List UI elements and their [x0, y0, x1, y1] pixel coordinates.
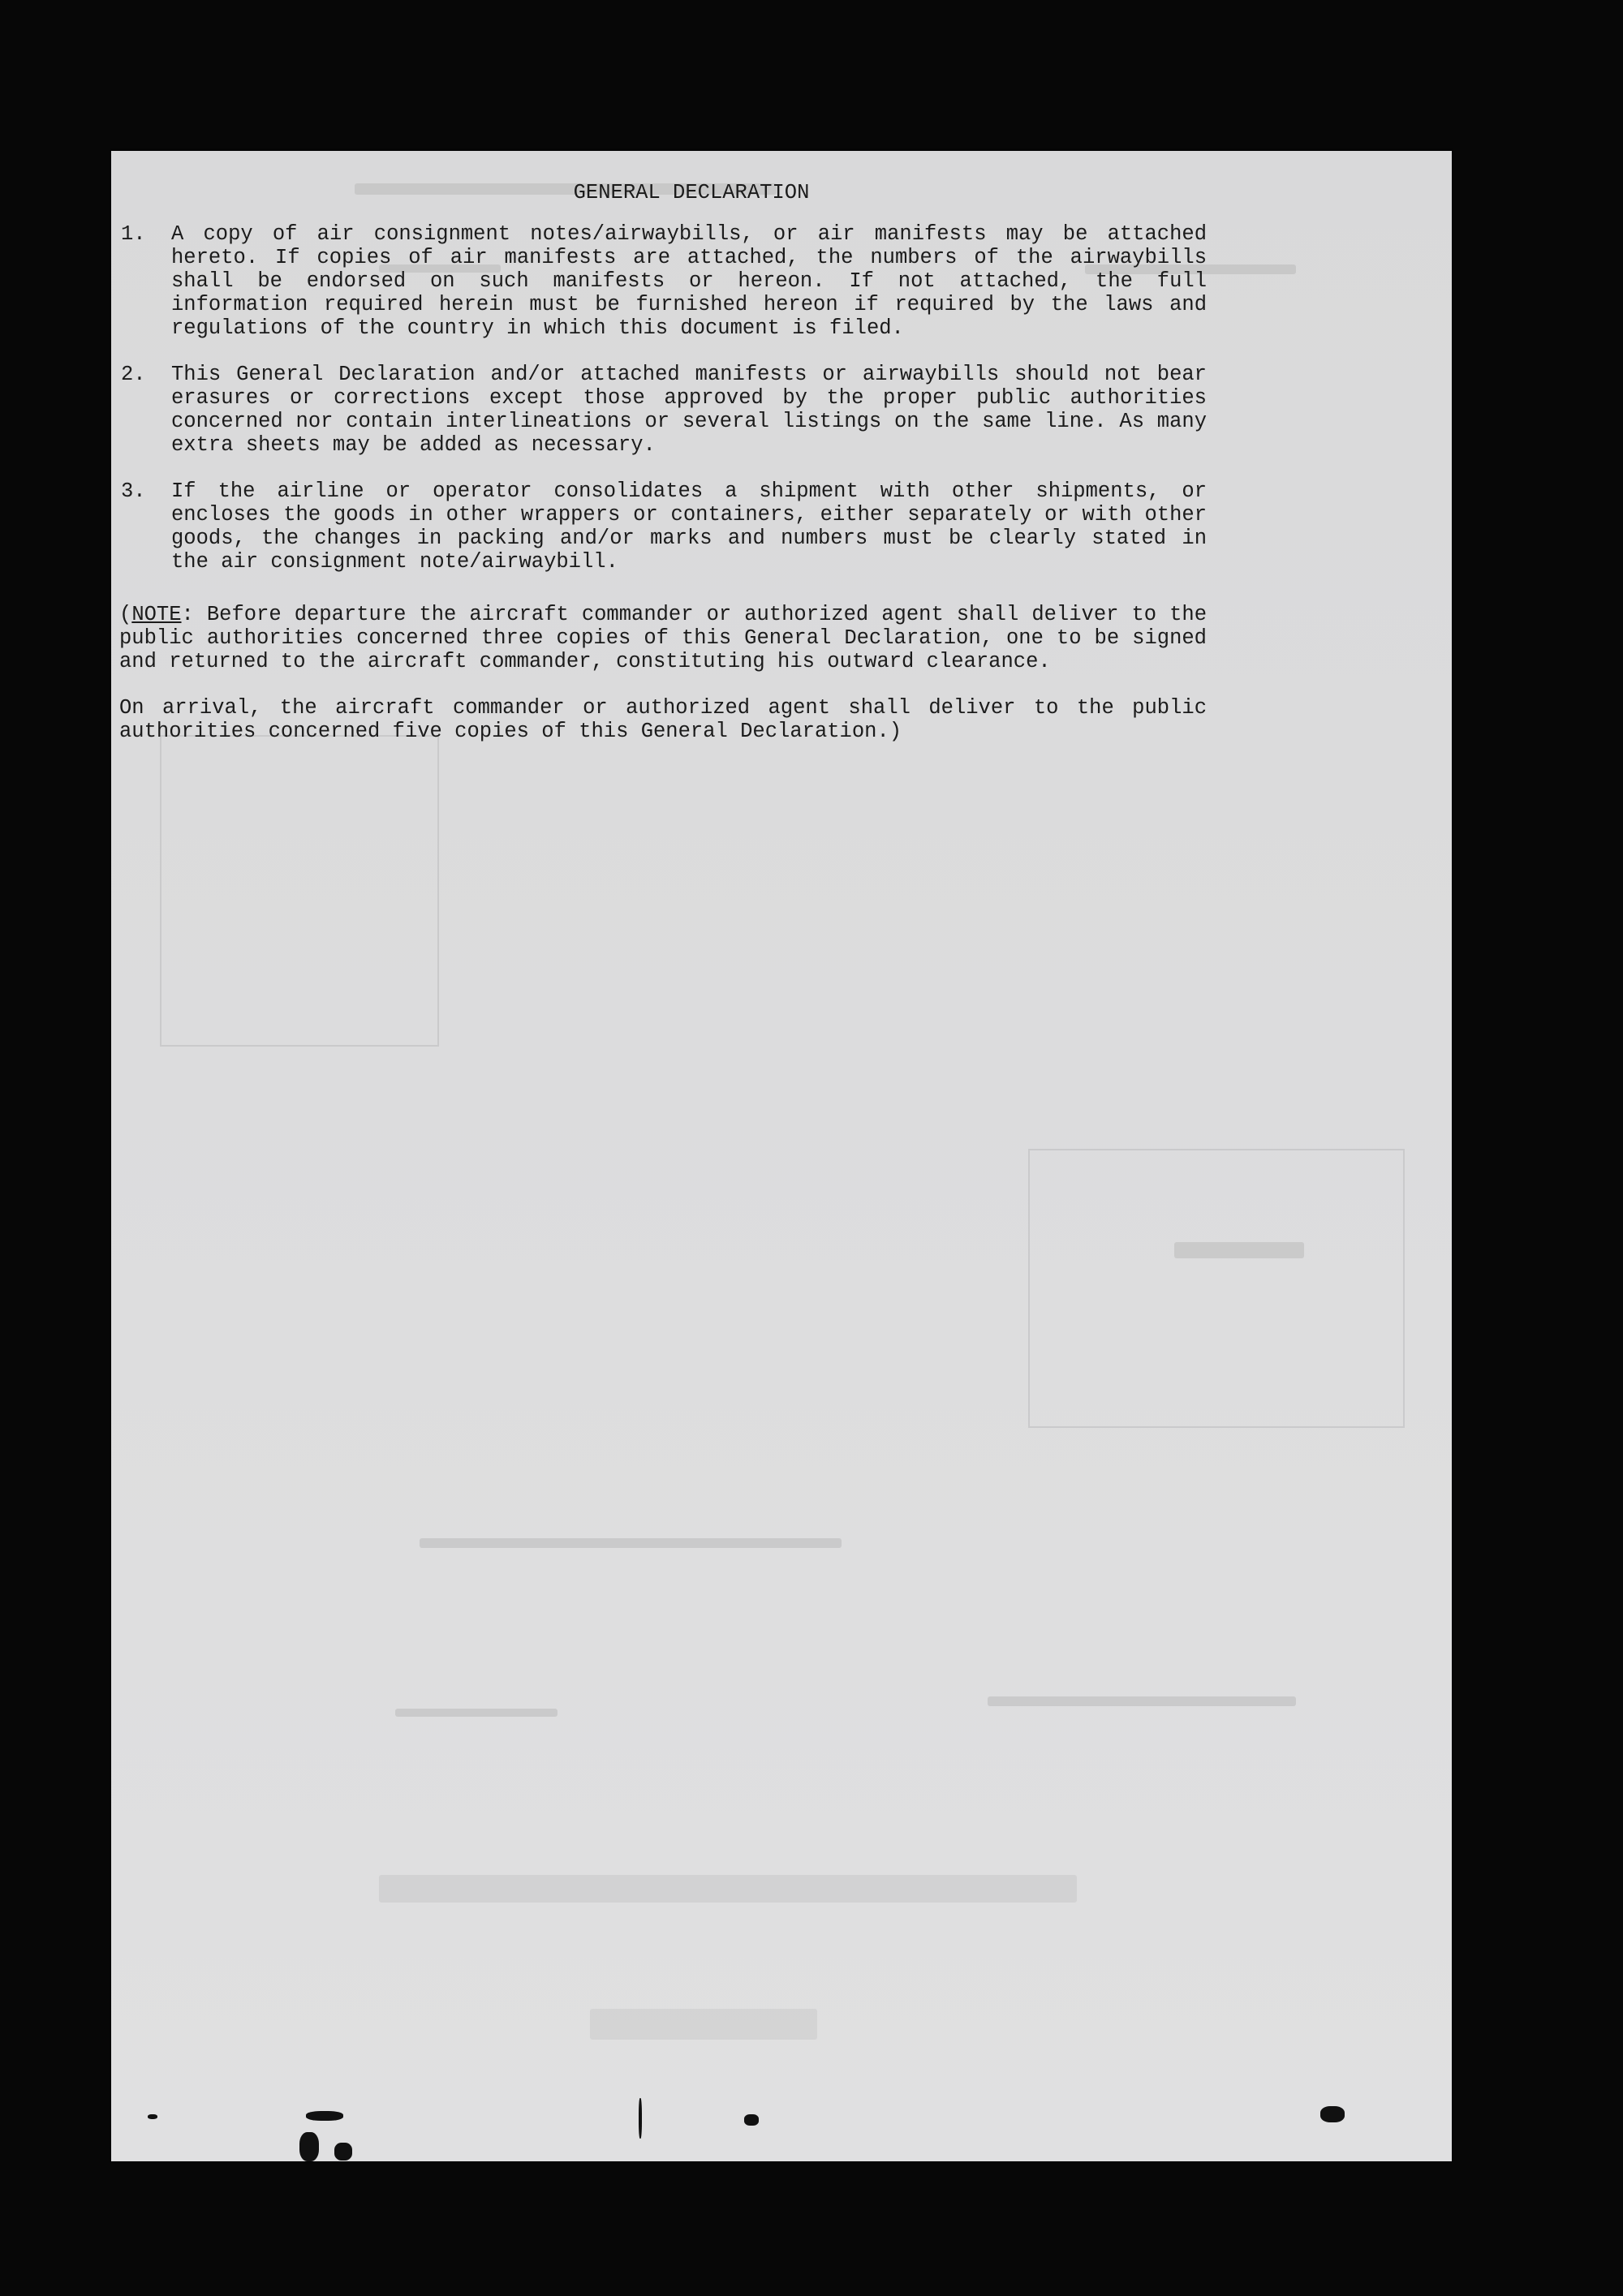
list-item	[119, 222, 1207, 340]
bleed-through-mark	[379, 1875, 1077, 1903]
list-item	[119, 479, 1207, 574]
list-item	[119, 363, 1207, 457]
paper-damage-speck	[639, 2098, 642, 2139]
bleed-through-mark	[988, 1696, 1296, 1706]
item-text: A copy of air consignment notes/airwaybills, or air manifests may be attached hereto. If copies of air manifests are attached, the numbers of the airwaybills shall be endorsed on such manifests or hereon. If not attached, the full information required herein must be furnished hereon if required by the laws and regulations of the country in which this document is filed.	[171, 222, 1207, 340]
item-text: This General Declaration and/or attached manifests or airwaybills should not bear erasures or corrections except those approved by the proper public authorities concerned nor contain interlineations or several listings on the same line. As many extra sheets may be added as necessary.	[171, 363, 1207, 457]
item-number: 3.	[121, 479, 146, 503]
declaration-text-block	[119, 181, 1207, 766]
note-text: : Before departure the aircraft commander or authorized agent shall deliver to the public authorities concerned three copies of this General Declaration, one to be signed and returned to the aircraft commander, constituting his outward clearance.	[119, 603, 1207, 673]
paper-damage-speck	[299, 2132, 319, 2161]
page-title: GENERAL DECLARATION	[573, 181, 810, 204]
bleed-through-mark	[1174, 1242, 1304, 1258]
note-paragraph	[119, 603, 1207, 673]
paper-damage-speck	[744, 2114, 759, 2126]
note-label: NOTE	[131, 603, 182, 626]
paper-damage-speck	[334, 2143, 352, 2161]
item-text: If the airline or operator consolidates a shipment with other shipments, or encloses the goods in other wrappers or containers, either separately or with other goods, the changes in packing and/or marks and numbers must be clearly stated in the air consignment note/airwaybill.	[171, 479, 1207, 574]
bleed-through-mark	[420, 1538, 842, 1548]
bleed-through-mark	[395, 1709, 558, 1717]
bleed-through-box	[160, 735, 439, 1047]
bleed-through-box	[1028, 1149, 1405, 1428]
bleed-through-mark	[590, 2009, 817, 2040]
paper-damage-speck	[148, 2114, 157, 2119]
paper-damage-speck	[306, 2111, 343, 2121]
note-open-paren: (	[119, 603, 132, 626]
item-number: 2.	[121, 363, 146, 386]
paper-damage-speck	[1320, 2106, 1345, 2122]
item-number: 1.	[121, 222, 146, 246]
arrival-paragraph: On arrival, the aircraft commander or authorized agent shall deliver to the public authorities concerned five copies of this General Declaration.)	[119, 696, 1207, 743]
